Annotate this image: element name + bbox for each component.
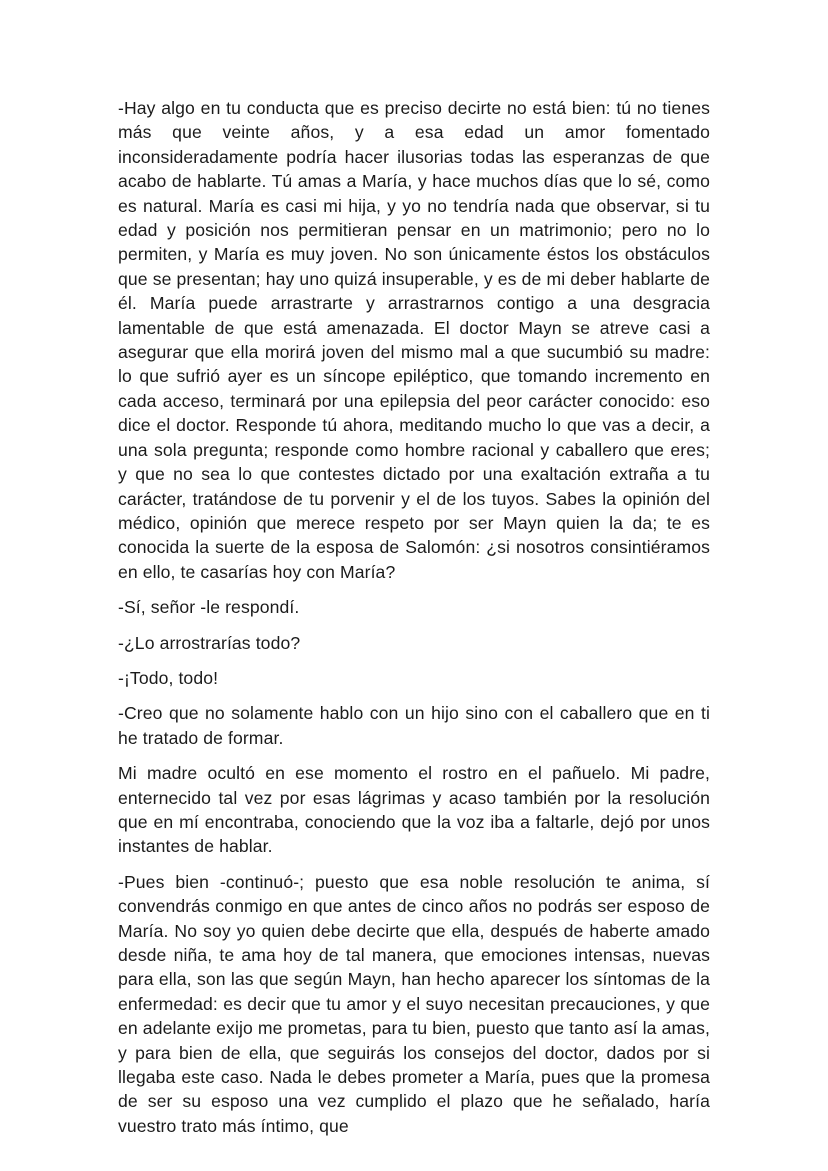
- paragraph: -Sí, señor -le respondí.: [118, 597, 300, 618]
- paragraph: -Creo que no solamente hablo con un hijo sino con el caballero que en ti he tratado de formar.: [118, 703, 710, 748]
- paragraph: -¡Todo, todo!: [118, 667, 219, 688]
- paragraph: -Pues bien -continuó-; puesto que esa noble resolución te anima, sí convendrás conmigo en que antes de cinco años no podrás ser esposo de María. No soy yo quien debe decirte que ella, después de haberte amado desde niña, te ama hoy de tal manera, que emociones intensas, nuevas para ella, son las que según Mayn, han hecho aparecer los síntomas de la enfermedad: es decir que tu amor y el suyo necesitan precauciones, y que en adelante exijo me prometas, para tu bien, puesto que tanto así la amas, y para bien de ella, que seguirás los consejos del doctor, dados por si llegaba este caso. Nada le debes prometer a María, pues que la promesa de ser su esposo una vez cumplido el plazo que he señalado, haría vuestro trato más íntimo, que: [118, 871, 710, 1136]
- body-text-column: [118, 96, 710, 1149]
- paragraph: Mi madre ocultó en ese momento el rostro en el pañuelo. Mi padre, enternecido tal vez por esas lágrimas y acaso también por la resolución que en mí encontraba, conociendo que la voz iba a faltarle, dejó por unos instantes de hablar.: [118, 763, 710, 857]
- paragraph: -Hay algo en tu conducta que es preciso decirte no está bien: tú no tienes más que veinte años, y a esa edad un amor fomentado inconsideradamente podría hacer ilusorias todas las esperanzas de que acabo de hablarte. Tú amas a María, y hace muchos días que lo sé, como es natural. María es casi mi hija, y yo no tendría nada que observar, si tu edad y posición nos permitieran pensar en un matrimonio; pero no lo permiten, y María es muy joven. No son únicamente éstos los obstáculos que se presentan; hay uno quizá insuperable, y es de mi deber hablarte de él. María puede arrastrarte y arrastrarnos contigo a una desgracia lamentable de que está amenazada. El doctor Mayn se atreve casi a asegurar que ella morirá joven del mismo mal a que sucumbió su madre: lo que sufrió ayer es un síncope epiléptico, que tomando incremento en cada acceso, terminará por una epilepsia del peor carácter conocido: eso dice el doctor. Responde tú ahora, meditando mucho lo que vas a decir, a una sola pregunta; responde como hombre racional y caballero que eres; y que no sea lo que contestes dictado por una exaltación extraña a tu carácter, tratándose de tu porvenir y el de los tuyos. Sabes la opinión del médico, opinión que merece respeto por ser Mayn quien la da; te es conocida la suerte de la esposa de Salomón: ¿si nosotros consintiéramos en ello, te casarías hoy con María?: [118, 98, 710, 582]
- paragraph: -¿Lo arrostrarías todo?: [118, 632, 301, 653]
